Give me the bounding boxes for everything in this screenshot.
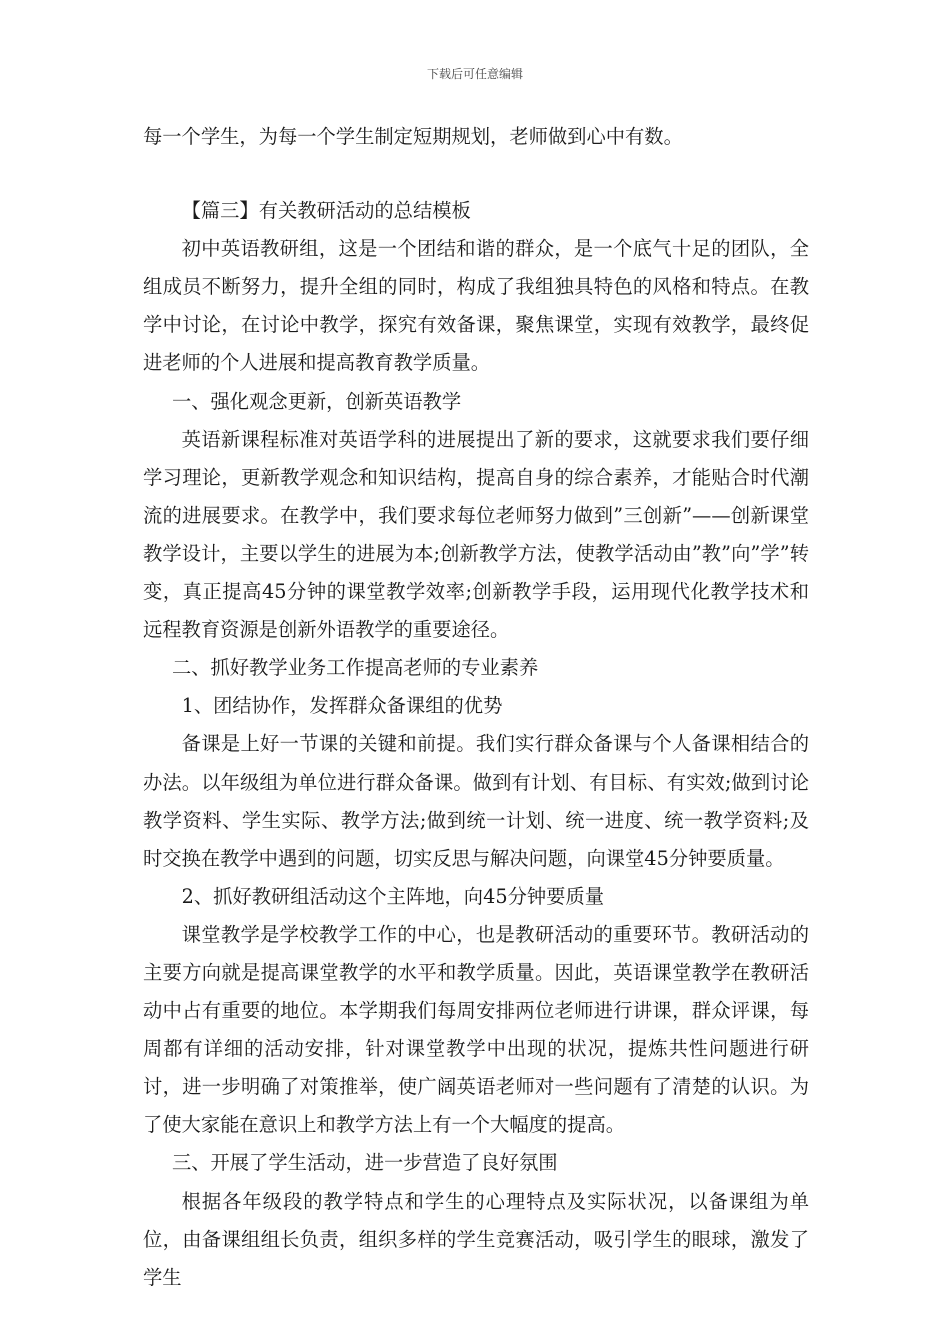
paragraph-subsection-2-1: 备课是上好一节课的关键和前提。我们实行群众备课与个人备课相结合的办法。以年级组为单位进行群众备课。做到有计划、有目标、有实效;做到讨论教学资料、学生实际、教学方法;做到统一计划、统一进度、统一教学资料;及时交换在教学中遇到的问题，切实反思与解决问题，向课堂45分钟要质量。 (143, 732, 809, 870)
paragraph-intro: 初中英语教研组，这是一个团结和谐的群众，是一个底气十足的团队，全组成员不断努力，提升全组的同时，构成了我组独具特色的风格和特点。在教学中讨论，在讨论中教学，探究有效备课，聚焦课堂，实现有效教学，最终促进老师的个人进展和提高教育教学质量。 (143, 237, 809, 375)
paragraph-section-1: 英语新课程标准对英语学科的进展提出了新的要求，这就要求我们要仔细学习理论，更新教学观念和知识结构，提高自身的综合素养，才能贴合时代潮流的进展要求。在教学中，我们要求每位老师努力做到”三创新”——创新课堂教学设计，主要以学生的进展为本;创新教学方法，使教学活动由”教”向”学”转变，真正提高45分钟的课堂教学效率;创新教学手段，运用现代化教学技术和远程教育资源是创新外语教学的重要途径。 (143, 427, 809, 642)
section-title: 【篇三】有关教研活动的总结模板 (181, 199, 471, 223)
heading-section-1: 一、强化观念更新，创新英语教学 (171, 389, 462, 413)
paragraph-subsection-2-2: 课堂教学是学校教学工作的中心，也是教研活动的重要环节。教研活动的主要方向就是提高课堂教学的水平和教学质量。因此，英语课堂教学在教研活动中占有重要的地位。本学期我们每周安排两位老师进行讲课，群众评课，每周都有详细的活动安排，针对课堂教学中出现的状况，提炼共性问题进行研讨，进一步明确了对策推举，使广阔英语老师对一些问题有了清楚的认识。为了使大家能在意识上和教学方法上有一个大幅度的提高。 (143, 922, 809, 1137)
paragraph-continued: 每一个学生，为每一个学生制定短期规划，老师做到心中有数。 (143, 125, 683, 148)
heading-section-3: 三、开展了学生活动，进一步营造了良好氛围 (171, 1151, 558, 1175)
heading-subsection-2-2: 2、抓好教研组活动这个主阵地，向45分钟要质量 (181, 884, 605, 908)
heading-section-2: 二、抓好教学业务工作提高老师的专业素养 (171, 656, 539, 680)
heading-subsection-2-1: 1、团结协作，发挥群众备课组的优势 (181, 694, 503, 718)
paragraph-section-3: 根据各年级段的教学特点和学生的心理特点及实际状况，以备课组为单位，由备课组组长负责，组织多样的学生竞赛活动，吸引学生的眼球，激发了学生 (143, 1189, 809, 1289)
page-header-note: 下载后可任意编辑 (426, 67, 523, 81)
paragraph-gap (143, 156, 809, 192)
document-body (143, 118, 809, 1297)
